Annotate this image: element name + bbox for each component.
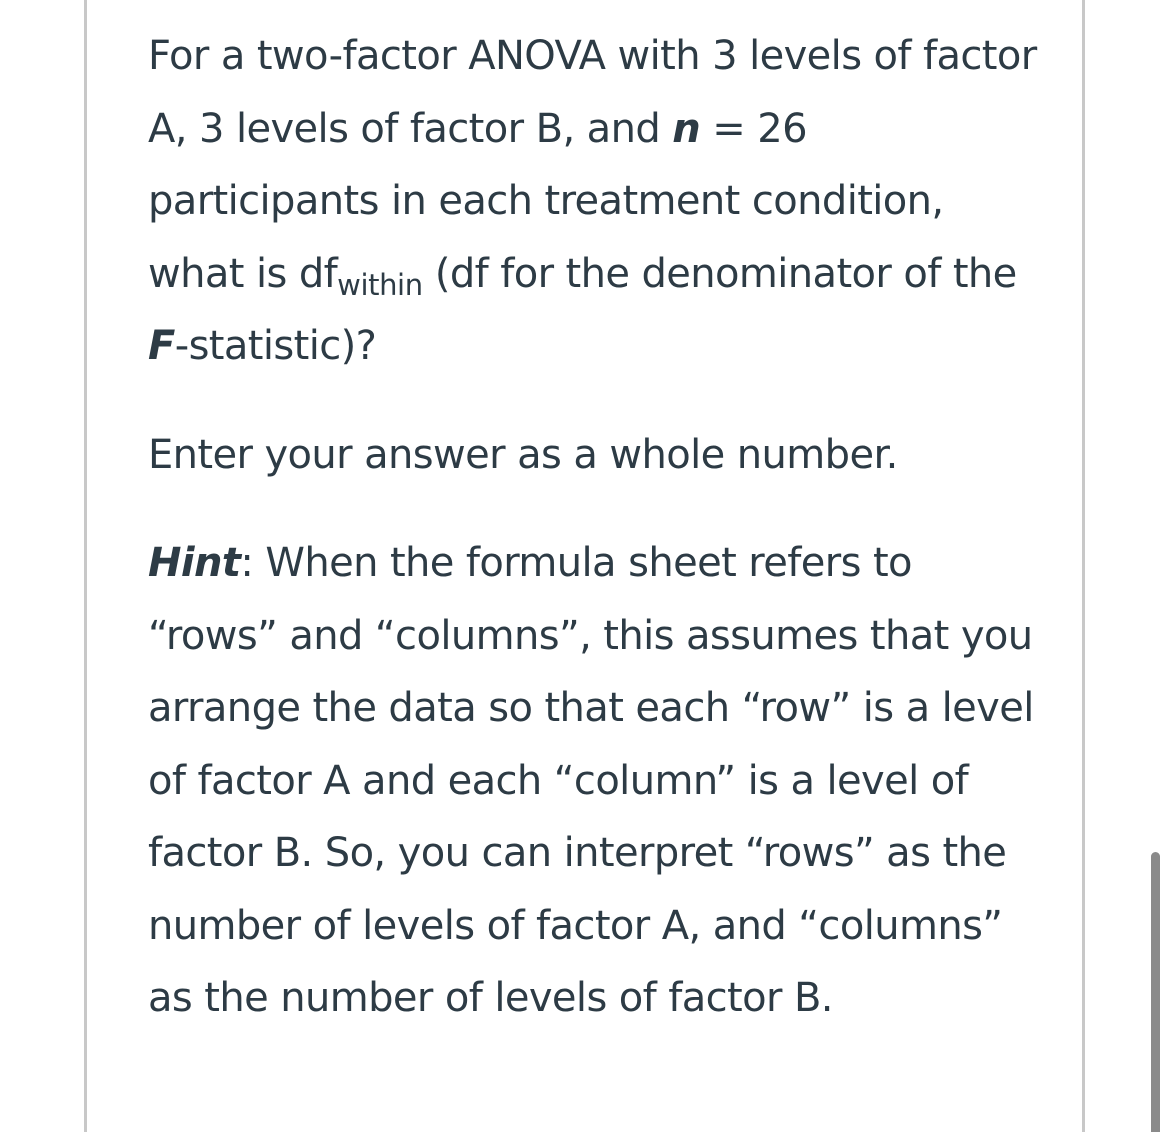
- f-symbol: F: [148, 323, 175, 369]
- question-n-equals: = 26 participants in each treatment condition, what is df: [148, 105, 944, 297]
- hint-paragraph: [148, 527, 1048, 1035]
- question-content: [148, 20, 1048, 1035]
- content-border-right: [1082, 0, 1085, 1132]
- hint-text: : When the formula sheet refers to “rows” and “columns”, this assumes that you arrange the data so that each “row” is a level of factor A and each “column” is a level of factor B. So, you can interpret “rows” as the number of levels of factor A, and “columns” as the number of levels of factor B.: [148, 540, 1034, 1021]
- hint-label: Hint: [148, 540, 241, 586]
- scrollbar-thumb[interactable]: [1151, 852, 1160, 1132]
- question-text: [148, 20, 1048, 383]
- n-symbol: n: [672, 105, 701, 152]
- question-line-end: -statistic)?: [174, 323, 377, 369]
- question-line-mid: (df for the denominator of the: [422, 250, 1017, 297]
- df-subscript: within: [337, 267, 423, 302]
- content-border-left: [84, 0, 87, 1132]
- answer-instruction: Enter your answer as a whole number.: [148, 431, 898, 478]
- question-line1: For a two-factor ANOVA with 3 levels of factor A, 3 levels of factor B, and: [148, 33, 1037, 152]
